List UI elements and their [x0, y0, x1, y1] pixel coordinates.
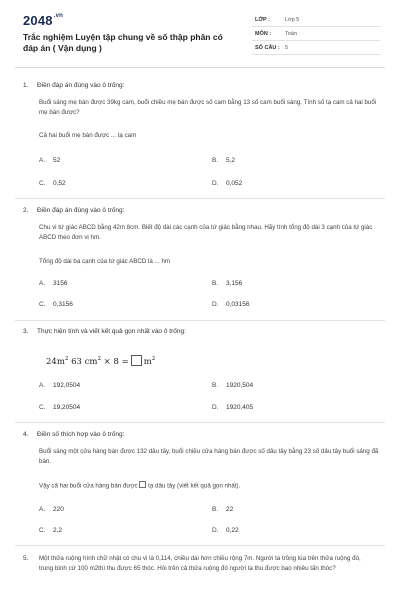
- logo-text: 2048: [23, 13, 53, 28]
- header-divider: [15, 67, 385, 68]
- option-label: A.: [39, 506, 46, 513]
- question-4-option-c[interactable]: [39, 527, 62, 534]
- question-2-option-b[interactable]: [212, 280, 242, 287]
- question-3-formula: [46, 355, 155, 367]
- option-label: D.: [212, 180, 219, 187]
- option-label: C.: [39, 180, 46, 187]
- option-value: 19,20504: [53, 404, 81, 411]
- option-value: 0,03156: [226, 301, 250, 308]
- meta-label: LỚP :: [255, 17, 270, 23]
- option-value: 220: [53, 506, 64, 513]
- question-4-option-a[interactable]: [39, 506, 64, 513]
- meta-value: Lớp 5: [285, 17, 300, 23]
- answer-input-box[interactable]: [131, 355, 142, 366]
- option-value: 0,3156: [53, 301, 73, 308]
- formula-part: × 8 =: [103, 357, 129, 367]
- question-1-option-b[interactable]: [212, 157, 235, 164]
- question-instruction: Điền đáp án đúng vào ô trống:: [37, 207, 125, 214]
- question-number: 1.: [23, 82, 29, 89]
- question-2-instruction: [23, 207, 383, 214]
- question-instruction: Điền đáp án đúng vào ô trống:: [37, 82, 125, 89]
- question-4-option-d[interactable]: [212, 527, 239, 534]
- meta-value: Toán: [285, 31, 297, 37]
- question-1-option-d[interactable]: [212, 180, 242, 187]
- formula-exponent: 2: [64, 356, 69, 363]
- meta-label: SỐ CÂU :: [255, 45, 280, 51]
- question-4-instruction: [23, 431, 383, 438]
- meta-label: MÔN :: [255, 31, 272, 37]
- option-label: D.: [212, 301, 219, 308]
- question-1-instruction: [23, 82, 383, 89]
- question-divider: [15, 422, 385, 423]
- question-instruction: Thực hiện tính và viết kết quả gọn nhất vào ô trống:: [37, 328, 186, 335]
- formula-exponent: 2: [151, 356, 156, 363]
- meta-class-row: [252, 16, 380, 27]
- option-label: D.: [212, 527, 219, 534]
- site-logo[interactable]: [23, 13, 63, 28]
- page-title: Trắc nghiệm Luyện tập chung về số thập phân có đáp án ( Vận dụng ): [23, 32, 223, 53]
- option-label: D.: [212, 404, 219, 411]
- question-4-prompt: [39, 481, 379, 492]
- option-label: C.: [39, 527, 46, 534]
- question-number: 3.: [23, 328, 29, 335]
- option-value: 5,2: [226, 157, 236, 164]
- formula-part: 63 cm: [71, 357, 98, 367]
- option-label: A.: [39, 280, 46, 287]
- option-value: 0,52: [53, 180, 66, 187]
- question-number: 5.: [23, 555, 29, 562]
- option-value: 3,156: [226, 280, 243, 287]
- question-5-instruction: [23, 554, 363, 574]
- option-value: 2,2: [53, 527, 63, 534]
- question-instruction: Điền số thích hợp vào ô trống:: [37, 431, 125, 438]
- question-2-prompt: Tổng độ dài ba cạnh của tứ giác ABCD là ... hm: [39, 258, 171, 265]
- question-instruction: Một thửa ruộng hình chữ nhật có chu vi là 0,114, chiều dài hơn chiều rộng 7m. Người ta trồng lúa trên thửa ruộng đó, trung bình cứ 100 m2thì thu được 65 thóc. Hỏi trên cả thửa ruộng đó người ta thu được bao nhiêu tấn thóc?: [39, 555, 361, 572]
- option-label: C.: [39, 404, 46, 411]
- question-2-option-a[interactable]: [39, 280, 67, 287]
- option-label: A.: [39, 382, 46, 389]
- option-value: 0,22: [226, 527, 239, 534]
- meta-count-row: [252, 44, 380, 55]
- question-3-option-c[interactable]: [39, 404, 80, 411]
- question-3-option-a[interactable]: [39, 382, 80, 389]
- question-divider: [15, 198, 385, 199]
- option-label: B.: [212, 157, 219, 164]
- option-value: 3156: [53, 280, 68, 287]
- option-label: C.: [39, 301, 46, 308]
- option-value: 52: [53, 157, 61, 164]
- option-value: 1920,405: [226, 404, 254, 411]
- question-3-option-d[interactable]: [212, 404, 253, 411]
- question-1-prompt: Cả hai buổi mẹ bán được ... tạ cam: [39, 132, 137, 139]
- question-1-text: Buổi sáng mẹ bán được 39kg cam, buổi chiều mẹ bán được số cam bằng 13 số cam buổi sáng. Tính số tạ cam cả hai buổi mẹ bán được?: [39, 99, 377, 116]
- question-3-instruction: [23, 328, 383, 335]
- question-4-text: Buổi sáng một cửa hàng bán được 132 dâu tây, buổi chiều cửa hàng bán được số dâu tây bằng 23 số dâu tây buổi sáng đã bán.: [39, 448, 379, 465]
- question-divider: [15, 545, 385, 546]
- option-value: 1920,504: [226, 382, 254, 389]
- option-label: B.: [212, 506, 219, 513]
- question-number: 4.: [23, 431, 29, 438]
- question-2-option-d[interactable]: [212, 301, 250, 308]
- question-3-option-b[interactable]: [212, 382, 253, 389]
- option-value: 0,052: [226, 180, 243, 187]
- answer-input-box[interactable]: [139, 481, 146, 488]
- prompt-after: tạ dâu tây (viết kết quả gọn nhất).: [148, 482, 241, 490]
- option-label: A.: [39, 157, 46, 164]
- question-2-option-c[interactable]: [39, 301, 73, 308]
- prompt-before: Vậy cả hai buổi cửa hàng bán được: [39, 482, 138, 490]
- formula-part: m: [143, 357, 152, 367]
- question-1-option-c[interactable]: [39, 180, 66, 187]
- meta-value: 5: [285, 45, 289, 51]
- logo-suffix: .vn: [53, 13, 64, 19]
- option-label: B.: [212, 280, 219, 287]
- question-4-option-b[interactable]: [212, 506, 233, 513]
- question-divider: [15, 320, 385, 321]
- question-2-text: Chu vi tứ giác ABCD bằng 42m 8cm. Biết độ dài các cạnh của tứ giác bằng nhau. Hãy tính tổng độ dài 3 cạnh của tứ giác ABCD theo đơn vị hm.: [39, 224, 373, 241]
- option-label: B.: [212, 382, 219, 389]
- formula-exponent: 2: [97, 356, 101, 363]
- option-value: 192,0504: [53, 382, 81, 389]
- question-1-option-a[interactable]: [39, 157, 60, 164]
- option-value: 22: [226, 506, 234, 513]
- meta-subject-row: [252, 30, 380, 41]
- formula-part: 24m: [46, 357, 65, 367]
- question-number: 2.: [23, 207, 29, 214]
